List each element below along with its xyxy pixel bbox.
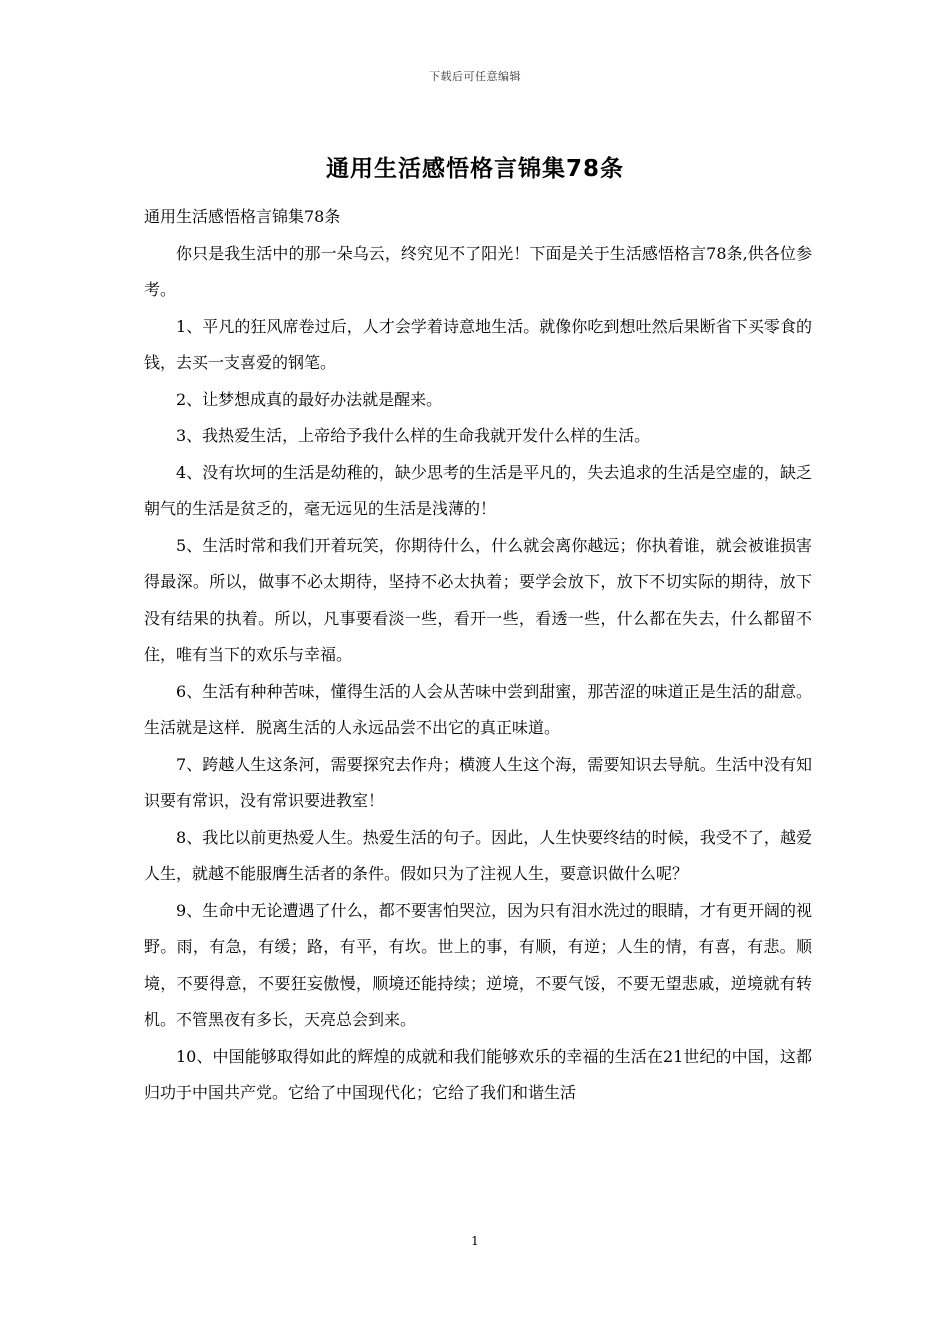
quote-paragraph-10: 10、中国能够取得如此的辉煌的成就和我们能够欢乐的幸福的生活在21世纪的中国，这都归功于中国共产党。它给了中国现代化；它给了我们和谐生活 <box>144 1046 812 1102</box>
page-number: 1 <box>471 1234 479 1248</box>
document-body <box>144 199 812 1112</box>
quote-paragraph-2: 2、让梦想成真的最好办法就是醒来。 <box>176 389 443 409</box>
quote-paragraph-8: 8、我比以前更热爱人生。热爱生活的句子。因此，人生快要终结的时候，我受不了，越爱人生，就越不能服膺生活者的条件。假如只为了注视人生，要意识做什么呢？ <box>144 827 812 883</box>
quote-paragraph-1: 1、平凡的狂风席卷过后，人才会学着诗意地生活。就像你吃到想吐然后果断省下买零食的钱，去买一支喜爱的钢笔。 <box>144 316 812 372</box>
quote-paragraph-7: 7、跨越人生这条河，需要探究去作舟；横渡人生这个海，需要知识去导航。生活中没有知识要有常识，没有常识要进教室！ <box>144 754 812 810</box>
quote-paragraph-5: 5、生活时常和我们开着玩笑，你期待什么，什么就会离你越远；你执着谁，就会被谁损害得最深。所以，做事不必太期待，坚持不必太执着；要学会放下，放下不切实际的期待，放下没有结果的执着。所以，凡事要看淡一些，看开一些，看透一些，什么都在失去，什么都留不住，唯有当下的欢乐与幸福。 <box>144 535 812 664</box>
document-title: 通用生活感悟格言锦集78条 <box>325 156 624 182</box>
quote-paragraph-9: 9、生命中无论遭遇了什么，都不要害怕哭泣，因为只有泪水洗过的眼睛，才有更开阔的视野。雨，有急，有缓；路，有平，有坎。世上的事，有顺，有逆；人生的情，有喜，有悲。顺境，不要得意，不要狂妄傲慢，顺境还能持续；逆境，不要气馁，不要无望悲戚，逆境就有转机。不管黑夜有多长，天亮总会到来。 <box>144 900 812 1029</box>
quote-paragraph-4: 4、没有坎坷的生活是幼稚的，缺少思考的生活是平凡的，失去追求的生活是空虚的，缺乏朝气的生活是贫乏的，毫无远见的生活是浅薄的！ <box>144 462 812 518</box>
intro-paragraph: 你只是我生活中的那一朵乌云，终究见不了阳光！下面是关于生活感悟格言78条,供各位参考。 <box>144 243 812 299</box>
subtitle-line: 通用生活感悟格言锦集78条 <box>144 207 341 226</box>
quote-paragraph-6: 6、生活有种种苦味，懂得生活的人会从苦味中尝到甜蜜，那苦涩的味道正是生活的甜意。生活就是这样．脱离生活的人永远品尝不出它的真正味道。 <box>144 681 812 737</box>
quote-paragraph-3: 3、我热爱生活，上帝给予我什么样的生命我就开发什么样的生活。 <box>176 426 651 445</box>
header-note: 下载后可任意编辑 <box>429 70 521 83</box>
